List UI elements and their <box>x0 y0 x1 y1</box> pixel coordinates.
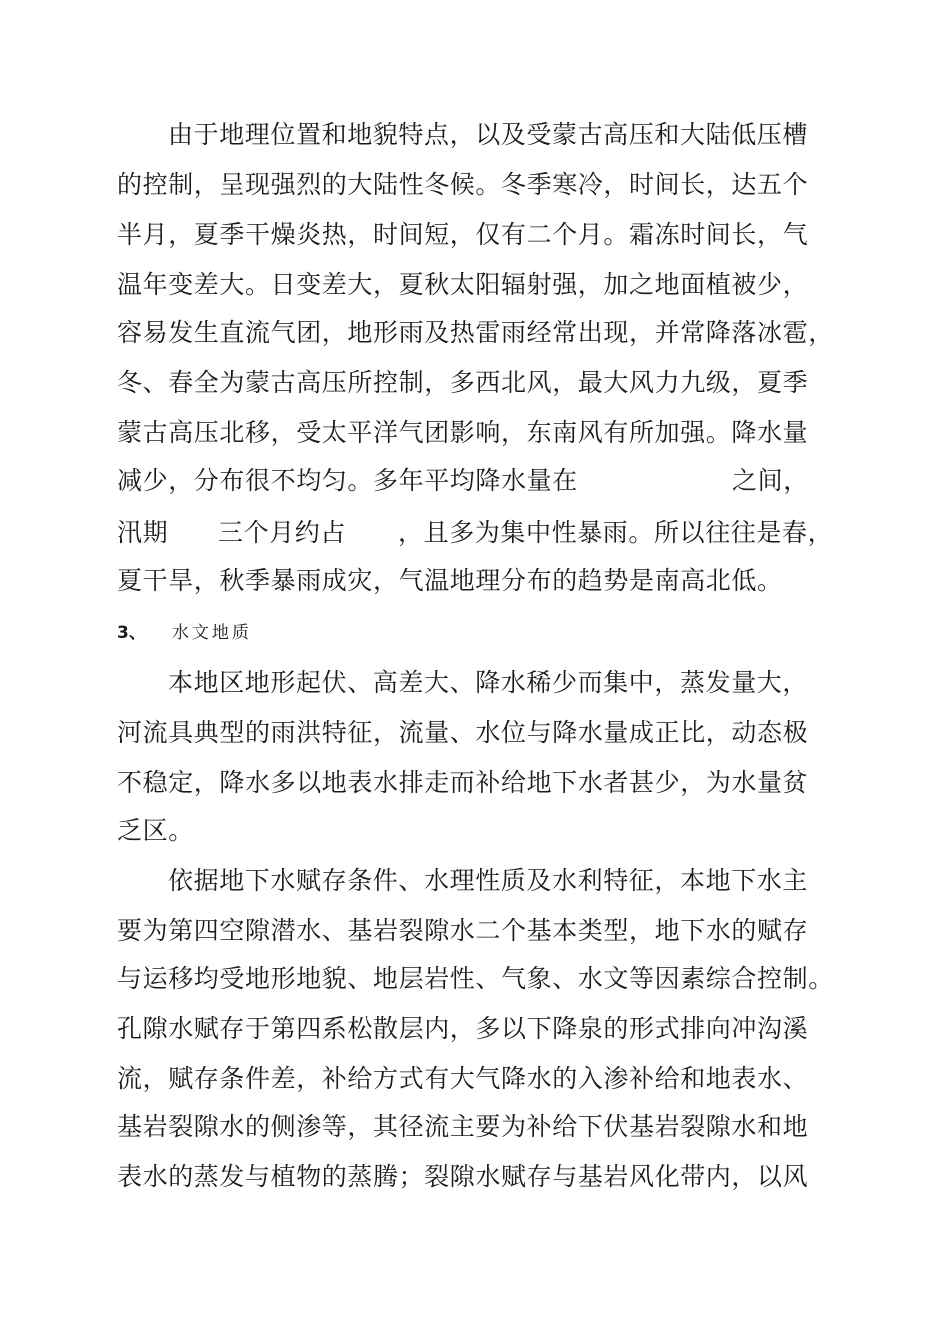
paragraph-line: 孔隙水赋存于第四系松散层内，多以下降泉的形式排向冲沟溪 <box>117 1014 809 1043</box>
paragraph-line: 要为第四空隙潜水、基岩裂隙水二个基本类型，地下水的赋存 <box>117 916 809 945</box>
paragraph-line: 冬、春全为蒙古高压所控制，多西北风，最大风力九级，夏季 <box>117 368 809 397</box>
paragraph-line: 河流具典型的雨洪特征，流量、水位与降水量成正比，动态极 <box>117 718 809 747</box>
paragraph-line: 夏干旱，秋季暴雨成灾，气温地理分布的趋势是南高北低。 <box>117 566 783 595</box>
paragraph-line: 由于地理位置和地貌特点，以及受蒙古高压和大陆低压槽 <box>168 120 809 149</box>
section-title: 水文地质 <box>171 623 252 643</box>
paragraph-line: 减少，分布很不均匀。多年平均降水量在 <box>117 466 578 495</box>
paragraph-line: 乏区。 <box>117 816 194 845</box>
paragraph-line: 蒙古高压北移，受太平洋气团影响，东南风有所加强。降水量 <box>117 418 809 447</box>
section-number: 3、 <box>117 623 146 643</box>
paragraph-line: 依据地下水赋存条件、水理性质及水利特征，本地下水主 <box>168 866 809 895</box>
paragraph-line-fragment: 汛期 <box>117 518 169 547</box>
paragraph-line: 本地区地形起伏、高差大、降水稀少而集中，蒸发量大， <box>168 668 809 697</box>
paragraph-line-fragment: 三个月约占 <box>218 518 347 547</box>
paragraph-line: 半月，夏季干燥炎热，时间短，仅有二个月。霜冻时间长，气 <box>117 220 809 249</box>
paragraph-line: 容易发生直流气团，地形雨及热雷雨经常出现，并常降落冰雹， <box>117 318 834 347</box>
paragraph-line-fragment: ，且多为集中性暴雨。所以往往是春， <box>398 518 834 547</box>
paragraph-line: 表水的蒸发与植物的蒸腾；裂隙水赋存与基岩风化带内，以风 <box>117 1162 809 1191</box>
paragraph-line-fragment: 之间， <box>732 466 809 495</box>
paragraph-line: 与运移均受地形地貌、地层岩性、气象、水文等因素综合控制。 <box>117 964 834 993</box>
paragraph-line: 温年变差大。日变差大，夏秋太阳辐射强，加之地面植被少， <box>117 270 809 299</box>
paragraph-line: 不稳定，降水多以地表水排走而补给地下水者甚少，为水量贫 <box>117 768 809 797</box>
section-heading <box>117 622 252 644</box>
paragraph-line: 的控制，呈现强烈的大陆性冬候。冬季寒冷，时间长，达五个 <box>117 170 809 199</box>
paragraph-line: 流，赋存条件差，补给方式有大气降水的入渗补给和地表水、 <box>117 1064 809 1093</box>
paragraph-line: 基岩裂隙水的侧渗等，其径流主要为补给下伏基岩裂隙水和地 <box>117 1112 809 1141</box>
